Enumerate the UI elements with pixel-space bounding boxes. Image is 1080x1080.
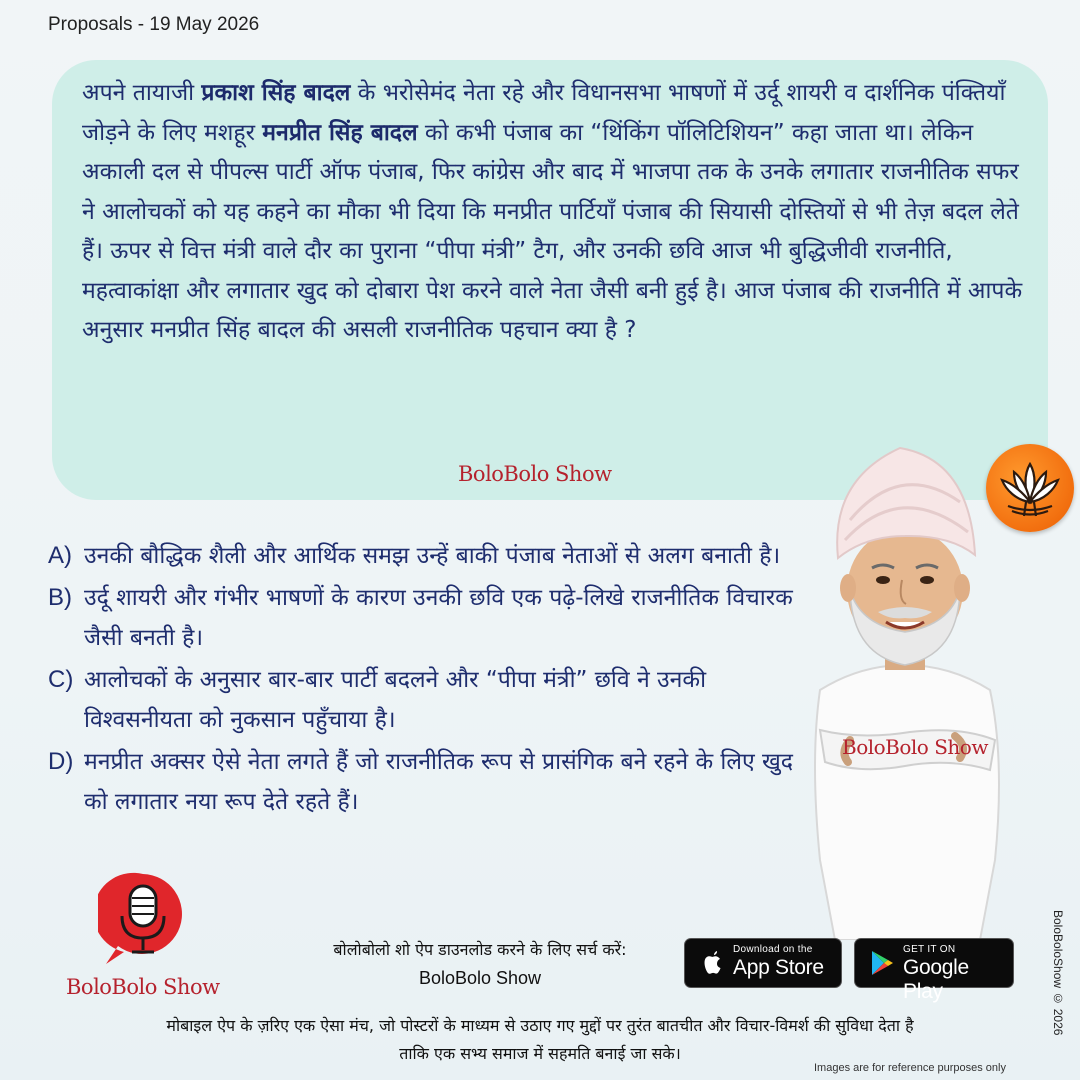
answer-options <box>48 536 808 824</box>
option-c[interactable] <box>48 660 808 741</box>
option-b[interactable] <box>48 578 808 659</box>
option-letter: A) <box>48 542 72 569</box>
portrait-watermark: BoloBolo Show <box>842 735 988 759</box>
app-store-button[interactable] <box>684 938 842 988</box>
question-watermark: BoloBolo Show <box>458 462 612 486</box>
app-store-small-label: Download on the <box>733 944 813 955</box>
question-bold-name-2: मनप्रीत सिंह बादल <box>262 119 418 146</box>
app-store-label: App Store <box>733 956 824 979</box>
option-a[interactable] <box>48 536 808 577</box>
footer-description <box>30 1012 1050 1068</box>
page-title: Proposals - 19 May 2026 <box>48 14 260 35</box>
question-text <box>82 74 1030 351</box>
question-part-1: अपने तायाजी <box>82 80 202 106</box>
google-play-label: Google Play <box>903 956 969 1003</box>
download-instruction: बोलोबोलो शो ऐप डाउनलोड करने के लिए सर्च करें: <box>333 940 627 959</box>
option-letter: B) <box>48 583 72 611</box>
apple-icon <box>697 948 727 978</box>
microphone-icon <box>98 870 188 970</box>
option-text: उनकी बौद्धिक शैली और आर्थिक समझ उन्हें बाकी पंजाब नेताओं से अलग बनाती है। <box>84 543 781 569</box>
politician-portrait <box>790 440 1020 940</box>
app-name: BoloBolo Show <box>418 968 542 988</box>
option-text: आलोचकों के अनुसार बार-बार पार्टी बदलने और “पीपा मंत्री” छवि ने उनकी विश्वसनीयता को नुकसान पहुँचाया है। <box>84 666 707 733</box>
brand-name: BoloBolo Show <box>66 975 220 999</box>
google-play-icon <box>867 948 897 978</box>
option-d[interactable] <box>48 742 808 823</box>
google-play-small-label: GET IT ON <box>903 944 956 955</box>
image-disclaimer: Images are for reference purposes only <box>814 1062 1006 1074</box>
question-part-2: के भरोसेमंद नेता रहे और विधानसभा भाषणों में उर्दू शायरी व दार्शनिक पंक्तियाँ जोड़ने के लिए मशहूर <box>82 80 1006 146</box>
google-play-button[interactable] <box>854 938 1014 1003</box>
footer-line-2: ताकि एक सभ्य समाज में सहमति बनाई जा सके। <box>399 1044 681 1063</box>
option-letter: D) <box>48 747 74 775</box>
copyright-notice: BoloBoloShow © 2026 <box>1051 910 1065 1036</box>
footer-line-1: मोबाइल ऐप के ज़रिए एक ऐसा मंच, जो पोस्टरों के माध्यम से उठाए गए मुद्दों पर तुरंत बातचीत और विचार-विमर्श की सुविधा देता है <box>166 1016 914 1035</box>
option-text: उर्दू शायरी और गंभीर भाषणों के कारण उनकी छवि एक पढ़े-लिखे राजनीतिक विचारक जैसी बनती है। <box>84 584 793 651</box>
brand-logo <box>98 870 188 970</box>
question-bold-name-1: प्रकाश सिंह बादल <box>201 80 351 106</box>
option-letter: C) <box>48 665 74 693</box>
option-text: मनप्रीत अक्सर ऐसे नेता लगते हैं जो राजनीतिक रूप से प्रासंगिक बने रहने के लिए खुद को लगातार नया रूप देते रहते हैं। <box>84 748 794 815</box>
question-part-3: को कभी पंजाब का “थिंकिंग पॉलिटिशियन” कहा जाता था। लेकिन अकाली दल से पीपल्स पार्टी ऑफ पंजाब, फिर कांग्रेस और बाद में भाजपा तक के उनके लगातार राजनीतिक सफर ने आलोचकों को यह कहने का मौका भी दिया कि मनप्रीत पार्टियाँ पंजाब की सियासी दोस्तियों से भी तेज़ बदल लेते हैं। ऊपर से वित्त मंत्री वाले दौर का पुराना “पीपा मंत्री” टैग, और उनकी छवि आज भी बुद्धिजीवी राजनीति, महत्वाकांक्षा और लगातार खुद को दोबारा पेश करने वाले नेता जैसी बनी हुई है। आज पंजाब की राजनीति में आपके अनुसार मनप्रीत सिंह बादल की असली राजनीतिक पहचान क्या है ? <box>82 119 1023 343</box>
download-hint <box>290 936 670 992</box>
